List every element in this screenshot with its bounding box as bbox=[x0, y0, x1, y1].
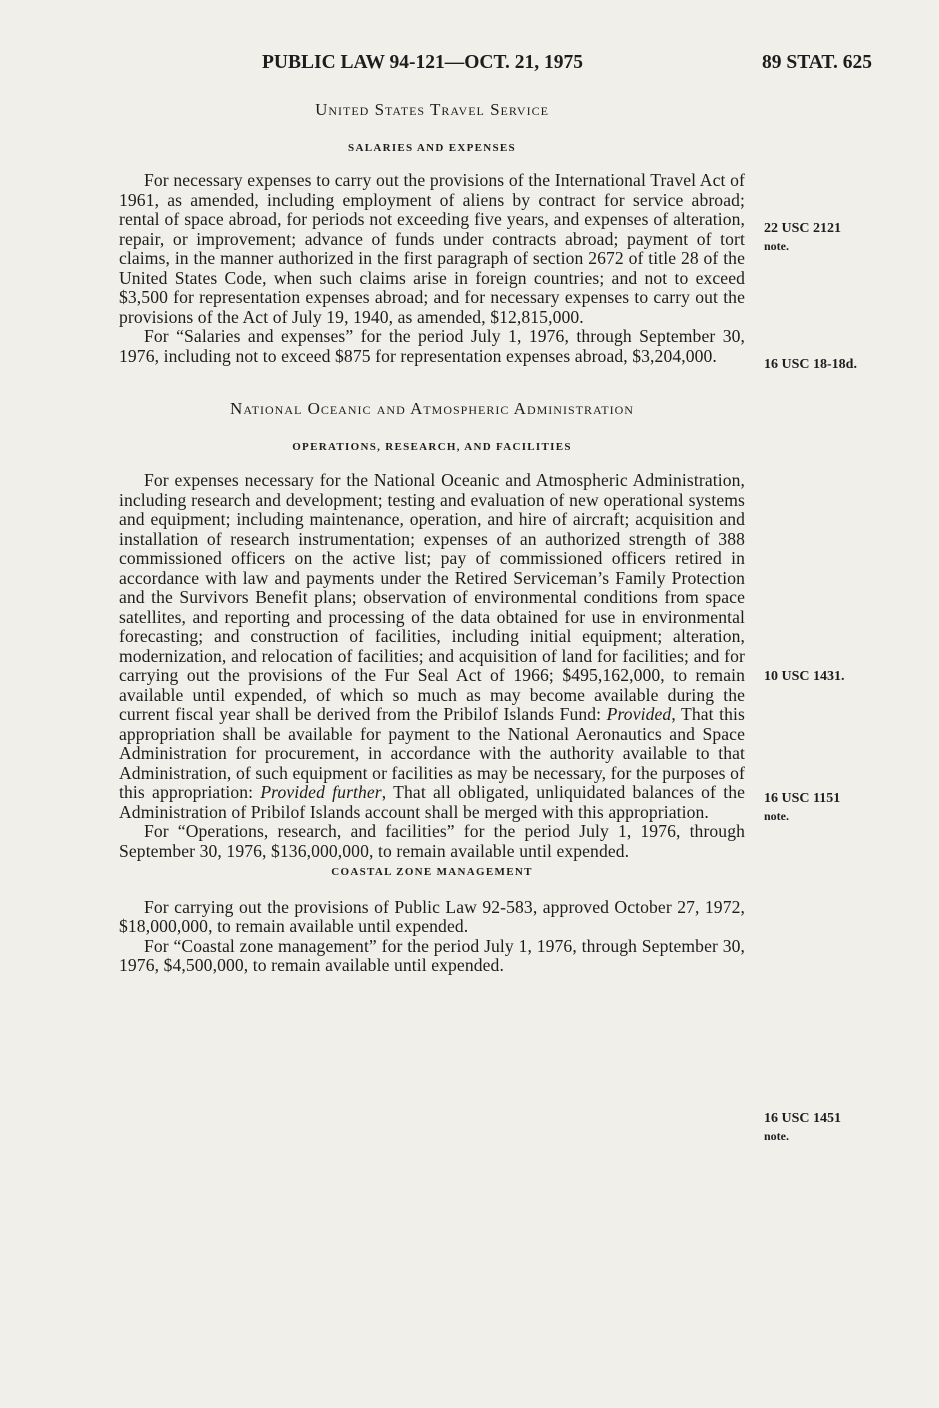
paragraph-noaa-transition: For “Operations, research, and facilities” for the period July 1, 1976, through September 30, 1976, $136,000,000, to remain available until expended. bbox=[119, 821, 745, 861]
proviso-text: , That this appropriation shall be available for payment to the National Aeronautics and Space Administration for procurement, in accordance with the authority available to that Administration, of such equipment or facilities as may be necessary, for the purposes of this appropriation: bbox=[119, 704, 745, 802]
noaa-operations-text: For expenses necessary for the National Oceanic and Atmospheric Administration, including research and development; testing and evaluation of new operational systems and equipment; including maintenance, operation, and hire of aircraft; acquisition and installation of research instrumentation; expenses of an authorized strength of 388 commissioned officers on the active list; pay of commissioned officers retired in accordance with law and payments under the Retired Serviceman’s Family Protection and the Survivors Benefit plans; observation of environmental conditions from space satellites, and reporting and processing of the data obtained for use in environmental forecasting; and construction of facilities, including initial equipment; alteration, modernization, and relocation of facilities; and acquisition of land for facilities; and for carrying out the provisions of the Fur Seal Act of 1966; $495,162,000, to remain available until expended, of which so much as may become available during the current fiscal year shall be derived from the Pribilof Islands Fund: bbox=[119, 470, 745, 724]
proviso-further-text: , That all obligated, unliquidated balances of the Administration of Pribilof Islands account shall be merged with this appropriation. bbox=[119, 782, 746, 822]
margin-note-suffix: note. bbox=[764, 1129, 789, 1143]
margin-note-line: 16 USC 1451 bbox=[764, 1111, 842, 1126]
margin-note-16-usc-18 bbox=[764, 355, 857, 374]
margin-note-16-usc-1151 bbox=[764, 789, 840, 825]
margin-note-10-usc-1431 bbox=[764, 667, 845, 686]
margin-note-line: 22 USC 2121 bbox=[764, 221, 842, 236]
agency-heading-travel-service: United States Travel Service bbox=[315, 100, 549, 119]
paragraph-coastal-zone-transition: For “Coastal zone management” for the period July 1, 1976, through September 30, 1976, $4,500,000, to remain available until expended. bbox=[119, 935, 745, 975]
paragraph-coastal-zone: For carrying out the provisions of Public Law 92-583, approved October 27, 1972, $18,000,000, to remain available until expended. bbox=[119, 896, 745, 936]
provided-proviso: Provided bbox=[606, 704, 672, 724]
paragraph-noaa-operations bbox=[119, 471, 745, 822]
margin-note-line: 16 USC 18-18d. bbox=[764, 357, 857, 372]
subhead-operations-research-facilities: OPERATIONS, RESEARCH, AND FACILITIES bbox=[292, 440, 572, 453]
body-column bbox=[119, 98, 745, 976]
paragraph-travel-service-transition: For “Salaries and expenses” for the period July 1, 1976, through September 30, 1976, including not to exceed $875 for representation expenses abroad, $3,204,000. bbox=[119, 326, 745, 366]
agency-heading-noaa: National Oceanic and Atmospheric Administration bbox=[230, 399, 634, 418]
margin-note-16-usc-1451 bbox=[764, 1109, 841, 1145]
margin-note-line: 10 USC 1431. bbox=[764, 669, 845, 684]
subhead-salaries-and-expenses: SALARIES AND EXPENSES bbox=[348, 141, 516, 154]
margin-note-suffix: note. bbox=[764, 809, 789, 823]
margin-note-line: 16 USC 1151 bbox=[764, 791, 841, 806]
margin-note-22-usc-2121 bbox=[764, 219, 841, 255]
provided-further-proviso: Provided further bbox=[260, 782, 382, 802]
margin-note-suffix: note. bbox=[764, 239, 789, 253]
subhead-coastal-zone-management: COASTAL ZONE MANAGEMENT bbox=[331, 866, 533, 878]
running-head bbox=[0, 52, 939, 82]
running-title: PUBLIC LAW 94-121—OCT. 21, 1975 bbox=[262, 52, 584, 73]
paragraph-travel-service-salaries: For necessary expenses to carry out the provisions of the International Travel Act of 1961, as amended, including employment of aliens by contract for service abroad; rental of space abroad, for periods not exceeding five years, and expenses of alteration, repair, or improvement; advance of funds under contracts abroad; payment of tort claims, in the manner authorized in the first paragraph of section 2672 of title 28 of the United States Code, when such claims arise in foreign countries; and not to exceed $3,500 for representation expenses abroad; and for necessary expenses to carry out the provisions of the Act of July 19, 1940, as amended, $12,815,000. bbox=[119, 170, 745, 327]
statute-reference: 89 STAT. 625 bbox=[762, 52, 872, 73]
